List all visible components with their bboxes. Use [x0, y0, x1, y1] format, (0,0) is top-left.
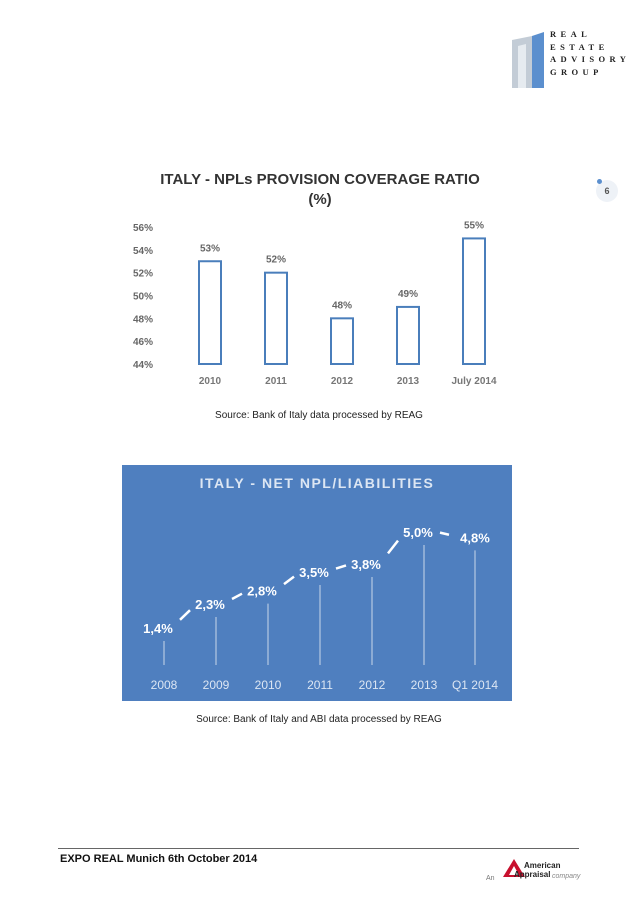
point-data-label: 4,8%	[460, 530, 490, 546]
x-tick-label: 2013	[396, 376, 420, 387]
point-data-label: 3,8%	[351, 557, 381, 572]
connector-line	[180, 610, 190, 620]
bar-data-label: 53%	[199, 243, 221, 255]
y-tick-label: 50%	[132, 291, 153, 303]
bar	[331, 318, 353, 364]
logo-line-3: ADVISORY	[550, 54, 631, 65]
bar	[199, 261, 221, 364]
connector-line	[232, 594, 242, 599]
american-appraisal-logo	[484, 858, 584, 892]
x-tick-label: 2011	[265, 376, 287, 387]
footer-divider	[58, 848, 579, 849]
x-tick-label: 2013	[410, 678, 438, 692]
chart2-title: ITALY - NET NPL/LIABILITIES	[199, 475, 435, 491]
partner-name-2: Appraisal	[514, 870, 551, 879]
page-number: 6	[596, 180, 618, 202]
x-tick-label: 2009	[202, 678, 230, 692]
chart1-title	[120, 170, 520, 210]
partner-name-1: American	[524, 861, 561, 870]
x-tick-label: 2010	[198, 376, 222, 387]
connector-line	[440, 533, 449, 535]
bar-data-label: 52%	[265, 254, 287, 266]
x-tick-label: July 2014	[451, 376, 497, 387]
logo-line-1: REAL	[550, 29, 592, 39]
x-tick-label: 2011	[307, 678, 333, 692]
logo-line-4: GROUP	[550, 66, 603, 77]
page-badge-dot	[597, 179, 602, 184]
chart1-source: Source: Bank of Italy data processed by REAG	[215, 410, 423, 421]
point-data-label: 5,0%	[403, 525, 433, 540]
bar	[397, 307, 419, 364]
logo-line-2: ESTATE	[550, 41, 609, 52]
y-tick-label: 46%	[132, 337, 153, 349]
chart2-source: Source: Bank of Italy and ABI data processed by REAG	[196, 714, 442, 725]
connector-line	[284, 577, 294, 584]
net-npl-line-chart	[122, 465, 512, 701]
point-data-label: 2,3%	[195, 597, 225, 612]
connector-line	[388, 541, 398, 554]
reag-logo	[508, 28, 631, 98]
x-tick-label: 2012	[358, 678, 386, 692]
chart1-title-line2: (%)	[308, 191, 332, 208]
partner-prefix: An	[486, 875, 495, 882]
y-tick-label: 56%	[132, 223, 153, 234]
coverage-ratio-bar-chart	[125, 212, 505, 392]
bar-data-label: 55%	[463, 220, 485, 232]
point-data-label: 3,5%	[299, 565, 329, 580]
connector-line	[336, 565, 346, 568]
bar-data-label: 49%	[397, 288, 419, 300]
logo-wordmark	[550, 28, 631, 78]
bar-data-label: 48%	[331, 300, 353, 312]
x-tick-label: Q1 2014	[451, 678, 499, 692]
y-tick-label: 48%	[132, 314, 153, 326]
net-npl-chart-panel	[122, 465, 512, 701]
bar	[265, 273, 287, 364]
bar	[463, 238, 485, 364]
x-tick-label: 2012	[330, 376, 354, 387]
building-logo-icon	[508, 28, 548, 90]
y-tick-label: 54%	[132, 245, 153, 257]
x-tick-label: 2008	[150, 678, 178, 692]
partner-suffix: company	[552, 873, 581, 880]
y-tick-label: 52%	[132, 268, 153, 280]
y-tick-label: 44%	[132, 360, 153, 371]
footer-event: EXPO REAL Munich 6th October 2014	[60, 853, 258, 865]
point-data-label: 1,4%	[143, 621, 173, 636]
x-tick-label: 2010	[254, 678, 282, 692]
chart1-title-line1: ITALY - NPLs PROVISION COVERAGE RATIO	[160, 171, 480, 188]
point-data-label: 2,8%	[247, 583, 277, 599]
